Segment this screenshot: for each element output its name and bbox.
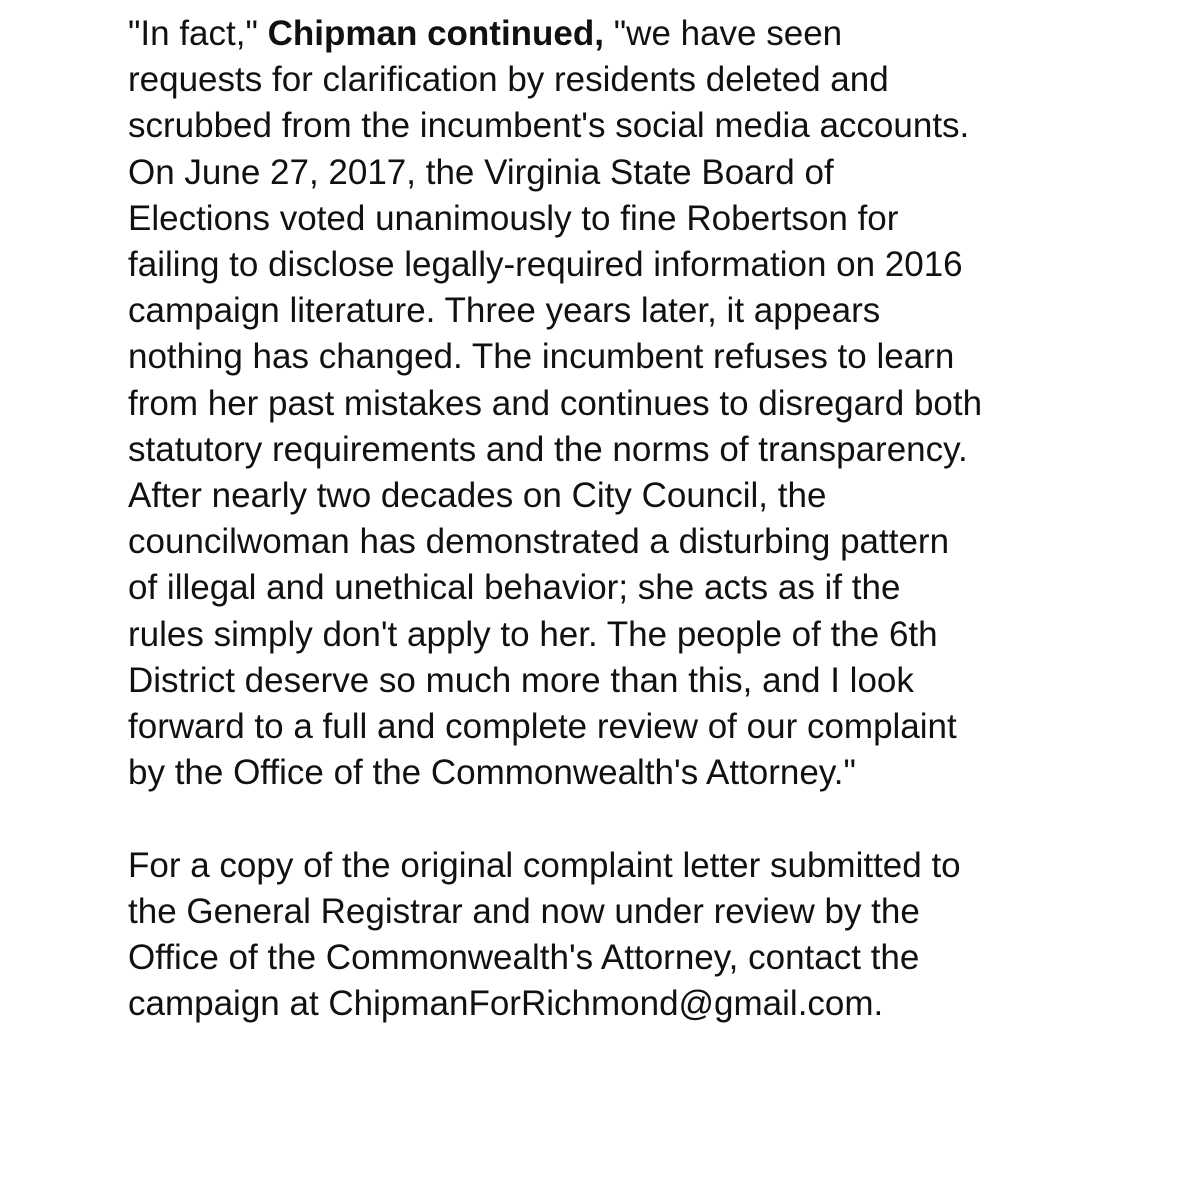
quote-line: from her past mistakes and continues to disregard both [128, 383, 983, 423]
quote-opening: "In fact," [128, 14, 268, 53]
quote-line: by the Office of the Commonwealth's Attorney." [128, 753, 856, 793]
quote-paragraph [128, 11, 1128, 796]
quote-line: statutory requirements and the norms of transparency. [128, 429, 968, 469]
document-page [128, 11, 1128, 1027]
quote-line: forward to a full and complete review of our complaint [128, 707, 957, 747]
contact-line: Office of the Commonwealth's Attorney, contact the [128, 938, 920, 978]
quote-line: Elections voted unanimously to fine Robertson for [128, 198, 899, 238]
quote-line: District deserve so much more than this, and I look [128, 660, 914, 700]
quote-line: rules simply don't apply to her. The people of the 6th [128, 614, 938, 654]
quote-line: On June 27, 2017, the Virginia State Board of [128, 152, 834, 192]
quote-line: of illegal and unethical behavior; she acts as if the [128, 568, 901, 608]
paragraph-spacer [128, 796, 1128, 842]
contact-line: For a copy of the original complaint letter submitted to [128, 845, 961, 885]
quote-line-1 [128, 11, 1128, 57]
speaker-attribution: Chipman continued, [267, 14, 605, 53]
quote-line: nothing has changed. The incumbent refuses to learn [128, 337, 955, 377]
quote-line: campaign literature. Three years later, it appears [128, 291, 881, 331]
quote-line-1-rest: "we have seen [604, 14, 843, 53]
contact-line: the General Registrar and now under review by the [128, 891, 920, 931]
quote-line: councilwoman has demonstrated a disturbing pattern [128, 522, 950, 562]
contact-paragraph [128, 843, 1128, 1028]
quote-line: After nearly two decades on City Council, the [128, 476, 827, 516]
quote-line: failing to disclose legally-required information on 2016 [128, 245, 963, 285]
quote-line: scrubbed from the incumbent's social media accounts. [128, 106, 970, 146]
contact-line: campaign at ChipmanForRichmond@gmail.com. [128, 984, 884, 1024]
quote-line: requests for clarification by residents deleted and [128, 60, 889, 100]
